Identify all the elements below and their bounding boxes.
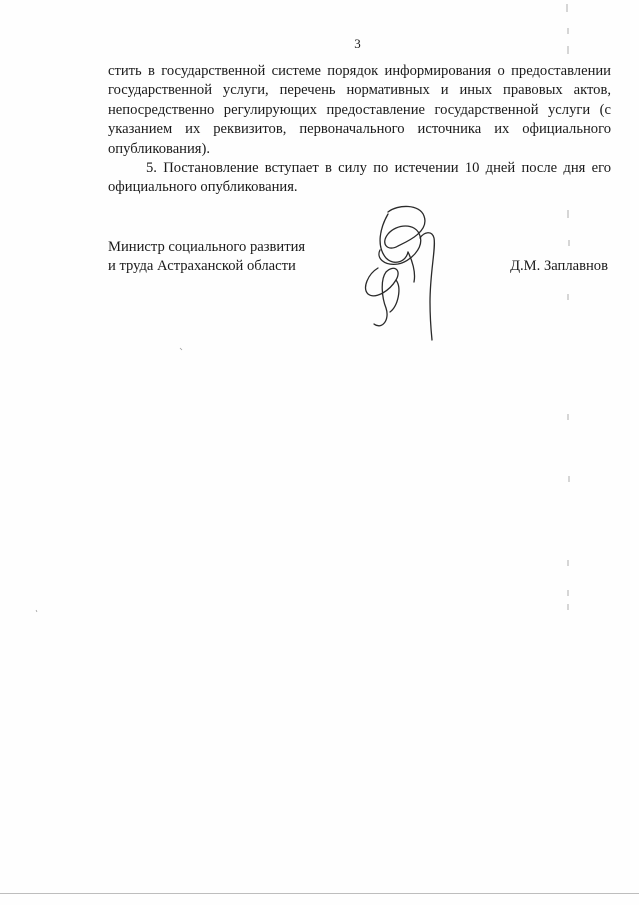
position-line-2: и труда Астраханской области	[108, 258, 296, 275]
page-number: 3	[354, 36, 361, 51]
paragraph-continuation: стить в государственной системе порядок информирования о предоставлении государственной услуги, перечень нормативных и иных правовых актов, непосредственно регулирующих предоставление государственной услуги (с указанием их реквизитов, первоначального источника их официального опубликования).	[108, 63, 611, 157]
paragraph-5: 5. Постановление вступает в силу по истечении 10 дней после дня его официального опубликования.	[108, 160, 611, 196]
handwritten-signature	[358, 202, 448, 347]
scan-bottom-edge	[0, 893, 639, 894]
position-line-1: Министр социального развития	[108, 239, 306, 255]
signatory-position	[108, 238, 368, 277]
document-body	[108, 62, 611, 198]
signatory-name: Д.М. Заплавнов	[510, 258, 608, 274]
